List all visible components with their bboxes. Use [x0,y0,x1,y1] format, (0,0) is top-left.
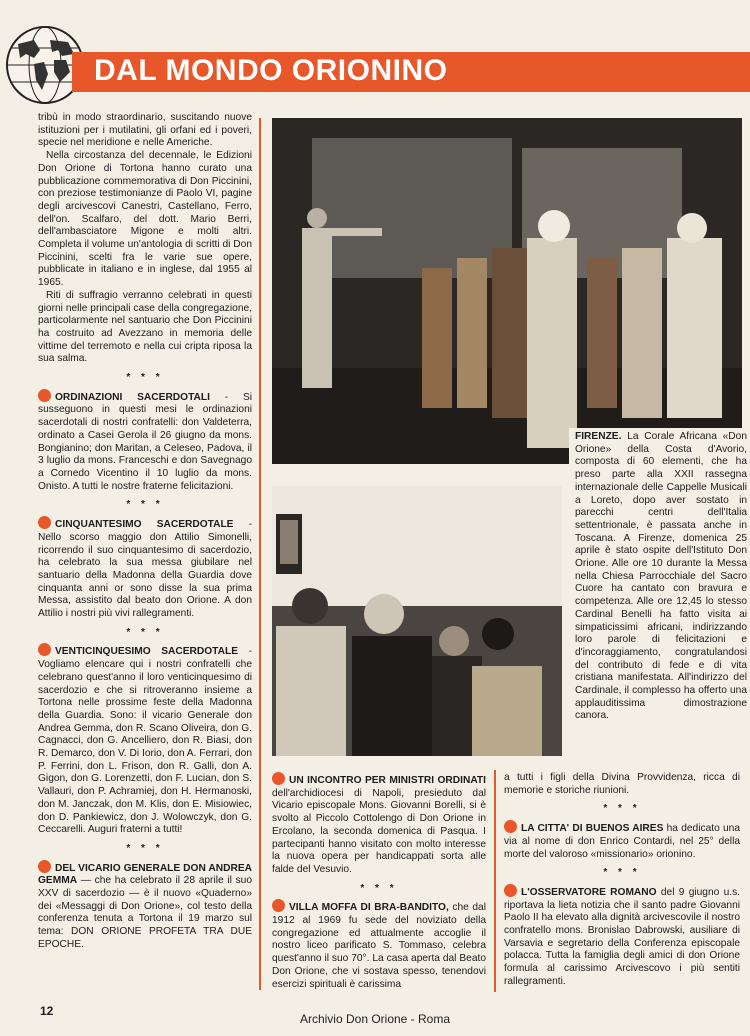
bullet-dot [272,899,285,912]
article-text: dell'archidiocesi di Napoli, presieduto dal Vicario episcopale Mons. Giovanni Borelli, si è svolto al Piccolo Cottolengo di Don Orione in Ercolano, la seconda domenica di Pasqua. I partecipanti hanno visitato con molto interesse la nuova opera per handicappati sorta alle falde del Vesuvio. [272,787,486,875]
page-number: 12 [40,1004,54,1018]
article-heading: CINQUANTESIMO SACERDOTALE [55,519,234,531]
article-heading: L'OSSERVATORE ROMANO [521,886,657,898]
section-separator: * * * [126,626,164,638]
article-text: - Nello scorso maggio don Attilio Simonelli, ricorrendo il suo cinquantesimo di sacerdozio, ha celebrato la sua messa giubilare nel santuario della Madonna della Guardia dove cinquanta anni or sono disse la sua prima Messa, assistito dal beato don Orione. A don Attilio i nostri più vivi rallegramenti. [38,519,252,620]
article-heading: VENTICINQUESIMO SACERDOTALE [55,646,239,658]
column-divider [259,118,261,990]
bullet-dot [38,860,51,873]
bullet-dot [504,884,517,897]
column-divider [494,770,496,992]
section-separator: * * * [603,803,641,815]
caption-place: FIRENZE. [575,431,622,442]
paragraph: tribù in modo straordinario, suscitando nuove istituzioni per i mutilatini, gli orfani ed i poveri, specie nel meridione e nelle Americhe. [38,112,252,149]
article-buenos-aires [504,820,740,861]
article-venticinquesimo [38,643,252,837]
bullet-dot [272,772,285,785]
article-text: - Si susseguono in questi mesi le ordinazioni sacerdotali di nostri confratelli: don Valdeterra, ordinato a Casei Gerola il 26 giugno da mons. Bongianino; don Maritan, a Celeseo, Padova, il 3 luglio da mons. Franceschi e don Savegnago a Cornedo Vicentino il 10 luglio da mons. Onisto. A tutti le nostre fraterne felicitazioni. [38,391,253,492]
article-heading: LA CITTA' DI BUENOS AIRES [521,823,664,835]
bullet-dot [38,516,51,529]
section-separator: * * * [126,372,164,384]
article-text: del 9 giugno u.s. riportava la lieta notizia che il santo padre Giovanni Paolo II ha elevato alla dignità arcivescovile il nostro confratello mons. Bronislao Dabrowski, ausiliare di Varsavia e segretario della Conferenza episcopale polacca. Tutta la famiglia degli amici di don Orione formula al carissimo Arcivescovo i più sentiti rallegramenti. [504,886,740,987]
section-separator: * * * [360,882,398,894]
article-heading: ORDINAZIONI SACERDOTALI [55,391,210,403]
page-title: DAL MONDO ORIONINO [94,54,448,87]
photo-caption [569,428,750,726]
header-bar [72,52,750,92]
article-heading: UN INCONTRO PER MINISTRI ORDINATI [289,775,486,786]
paragraph: Nella circostanza del decennale, le Edizioni Don Orione di Tortona hanno curato una pubblicazione commemorativa di Don Piccinini, con preziose testimonianze di Paolo VI, pagine degli arcivescovi Canestri, Castellano, Ferro, dell'on. Scalfaro, del dott. Mario Berri, dell'ambasciatore Migone e molti altri. Completa il volume un'antologia di scritti di Don Piccinini, scelti fra le varie sue opere, pubblicate in italiano e in inglese, dal 1955 al 1965. [38,150,252,289]
article-text: che dal 1912 al 1969 fu sede del noviziato della congregazione ed attualmente accoglie il nostro liceo parificato S. Tommaso, celebra quest'anno il suo 70°. La casa aperta dal Beato Don Orione, che vi sostava spesso, tenendovi esercizi spirituali è carissima [272,902,486,990]
paragraph: a tutti i figli della Divina Provvidenza, ricca di memorie e storiche riunioni. [504,772,740,796]
article-cinquantesimo [38,516,252,621]
paragraph: Riti di suffragio verranno celebrati in questi giorni nelle principali case della congregazione, particolarmente nel santuario che Don Piccinini ha costruito ad Avezzano in memoria delle vittime del terremoto e nella cui cripta riposa la sua salma. [38,289,252,365]
photo-cardinal-visit [272,486,562,756]
section-separator: * * * [126,842,164,854]
article-heading: VILLA MOFFA DI BRA-BANDITO, [289,902,449,914]
middle-column [272,772,486,991]
article-heading: DEL VICARIO GENERALE DON ANDREA GEMMA [38,862,252,887]
bullet-dot [38,643,51,656]
article-text: — che ha celebrato il 28 aprile il suo XXV di sacerdozio — è il nuovo «Quaderno» dei «Messaggi di Don Orione», col testo della conferenza tenuta a Tortona il 19 marzo sul tema: DON ORIONE PROFETA TRA DUE EPOCHE. [38,875,252,950]
photo-african-choir [272,118,742,464]
article-text: - Vogliamo elencare qui i nostri confratelli che celebrano quest'anno il loro venticinquesimo di sacerdozio e che si ritroveranno insieme a Tortona nelle prossime feste della Madonna della Guardia. Sono: il vicario Generale don Andrea Gemma, don R. Scano Oliveira, don G. Cagnacci, don G. Ancelliero, don R. Biasi, don R. Demarco, don V. Di Iorio, don A. Ferrari, don P. Ferrini, don L. Frison, don R. Galli, don A. Gigon, don G. Lorenzetti, don F. Lucian, don S. Vallauri, don P. Achramiej, don H. Hermanoski, don M. Janczak, don M. Klis, don E. Misiowiec, don D. Pankiewicz, don J. Wolowczyk, don G. Ceccarelli. Auguri fraterni a tutti! [38,646,252,836]
left-column [38,112,252,952]
bullet-dot [504,820,517,833]
section-separator: * * * [126,499,164,511]
archive-footer: Archivio Don Orione - Roma [299,1012,451,1026]
right-column [504,772,740,989]
article-villa [272,899,486,991]
section-separator: * * * [603,867,641,879]
article-ordinazioni [38,389,252,494]
caption-text: La Corale Africana «Don Orione» della Costa d'Avorio, composta di 60 elementi, che ha preso parte alla XXII rassegna internazionale delle Cappelle Musicali a Loreto, dopo aver sostato in parecchi centri dell'Italia settentrionale, è passata anche in Toscana. A Firenze, domenica 25 aprile è stato ospite dell'Istituto Don Orione. Alle ore 10 durante la Messa nella Chiesa Parrocchiale del Sacro Cuore ha cantato con bravura e competenza. Alle ore 12,45 lo stesso Cardinal Benelli ha fatto visita ai simpaticissimi africani, indirizzando loro parole di felicitazioni e d'incoraggiamento, congratulandosi del contributo di fede e di vita cristiana manifestata. All'indirizzo del Cardinale, il complesso ha offerto una applauditissima dimostrazione canora. [575,431,747,722]
bullet-dot [38,389,51,402]
article-vicario [38,860,252,952]
article-osservatore [504,884,740,989]
article-incontro [272,772,486,877]
article-text: ha dedicato una via al nome di don Enrico Contardi, nel 25° della morte del valoroso «missionario» orionino. [504,823,740,860]
